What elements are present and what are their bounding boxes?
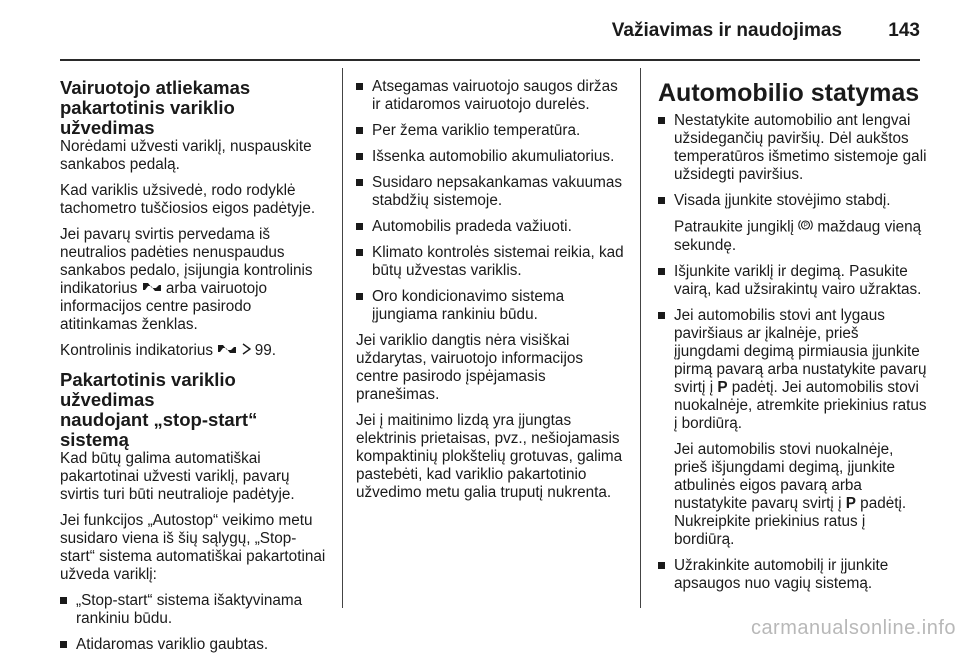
column-middle	[356, 66, 624, 510]
list-item: Oro kondicionavimo sistema įjungiama rankiniu būdu.	[356, 288, 624, 324]
bullet-list	[356, 78, 624, 324]
column-divider	[640, 68, 641, 608]
parking-brake-icon	[798, 218, 813, 237]
paragraph: Jei automobilis stovi nuokalnėje, prieš išjungdami degimą, įjunkite atbulinės eigos pavarą arba nustatykite pavarų svirtį į P padėtį. Nukreipkite priekinius ratus į bordiūrą.	[674, 441, 907, 548]
header-rule	[60, 59, 920, 61]
watermark: carmanualsonline.info	[750, 617, 956, 639]
heading-stop-start-restart: Pakartotinis variklio užvedimas naudojant „stop-start“ sistemą	[60, 369, 258, 451]
paragraph: Jei funkcijos „Autostop“ veikimo metu susidaro viena iš šių sąlygų, „Stop-start“ sistema automatiškai pakartotinai užveda variklį:	[60, 512, 326, 584]
bullet-list	[658, 263, 928, 433]
column-right	[658, 66, 928, 601]
svg-text:P: P	[803, 223, 808, 230]
list-item: Visada įjunkite stovėjimo stabdį.	[658, 192, 928, 210]
paragraph: Patraukite jungiklį P maždaug vieną sekundę.	[674, 218, 922, 254]
bullet-list	[658, 557, 928, 593]
page-number: 143	[888, 20, 920, 41]
page-reference-arrow-icon	[242, 342, 251, 360]
autostop-indicator-icon	[142, 280, 162, 298]
bullet-list	[658, 112, 928, 210]
heading-parking: Automobilio statymas	[658, 79, 920, 107]
list-item: Nestatykite automobilio ant lengvai užsidegančių paviršių. Dėl aukštos temperatūros išmetimo sistemoje gali užsidegti paviršius.	[658, 112, 928, 184]
list-item: „Stop-start“ sistema išaktyvinama rankiniu būdu.	[60, 592, 330, 628]
paragraph: Jei variklio dangtis nėra visiškai uždarytas, vairuotojo informacijos centre pasirodo įspėjamasis pranešimas.	[356, 332, 584, 403]
paragraph: Norėdami užvesti variklį, nuspauskite sankabos pedalą.	[60, 138, 312, 173]
section-title: Važiavimas ir naudojimas	[611, 20, 842, 41]
paragraph: Kad variklis užsivedė, rodo rodyklė tachometro tuščiosios eigos padėtyje.	[60, 182, 316, 217]
gear-label-p: P	[845, 495, 856, 512]
list-item: Atsegamas vairuotojo saugos diržas ir atidaromos vairuotojo durelės.	[356, 78, 624, 114]
list-item: Atidaromas variklio gaubtas.	[60, 636, 330, 654]
heading-driver-restart: Vairuotojo atliekamas pakartotinis variklio užvedimas	[60, 77, 251, 138]
page-reference[interactable]: 99.	[254, 342, 277, 360]
column-left	[60, 66, 330, 662]
paragraph: Jei pavarų svirtis pervedama iš neutralios padėties nenuspaudus sankabos pedalo, įsijungia kontrolinis indikatorius arba vairuotojo informacijos centre pasirodo atitinkamas ženklas.	[60, 226, 313, 334]
autostop-indicator-icon	[217, 342, 237, 360]
bullet-list	[60, 592, 330, 654]
list-item: Klimato kontrolės sistemai reikia, kad būtų užvestas variklis.	[356, 244, 624, 280]
list-item: Išsenka automobilio akumuliatorius.	[356, 148, 624, 166]
column-divider	[342, 68, 343, 608]
paragraph: Jei į maitinimo lizdą yra įjungtas elektrinis prietaisas, pvz., nešiojamasis kompaktinių plokštelių grotuvas, galima pastebėti, kad variklio pakartotinio užvedimo metu galia truputį nukrenta.	[356, 412, 623, 501]
list-item: Išjunkite variklį ir degimą. Pasukite vairą, kad užsirakintų vairo užraktas.	[658, 263, 928, 299]
list-item: Užrakinkite automobilį ir įjunkite apsaugos nuo vagių sistemą.	[658, 557, 928, 593]
gear-label-p: P	[717, 379, 728, 396]
page-header	[0, 0, 960, 58]
list-item: Susidaro nepsakankamas vakuumas stabdžių sistemoje.	[356, 174, 624, 210]
paragraph: Kad būtų galima automatiškai pakartotinai užvesti variklį, pavarų svirtis turi būti neutralioje padėtyje.	[60, 450, 295, 504]
list-item: Jei automobilis stovi ant lygaus paviršiaus ar įkalnėje, prieš įjungdami degimą pirmiausia įjunkite pirmą pavarą arba nustatykite pavarų svirtį į P padėtį. Jei automobilis stovi nuokalnėje, atremkite priekinius ratus į bordiūrą.	[658, 307, 928, 433]
paragraph: Kontrolinis indikatorius 99.	[60, 342, 277, 360]
list-item: Per žema variklio temperatūra.	[356, 122, 624, 140]
list-item: Automobilis pradeda važiuoti.	[356, 218, 624, 236]
